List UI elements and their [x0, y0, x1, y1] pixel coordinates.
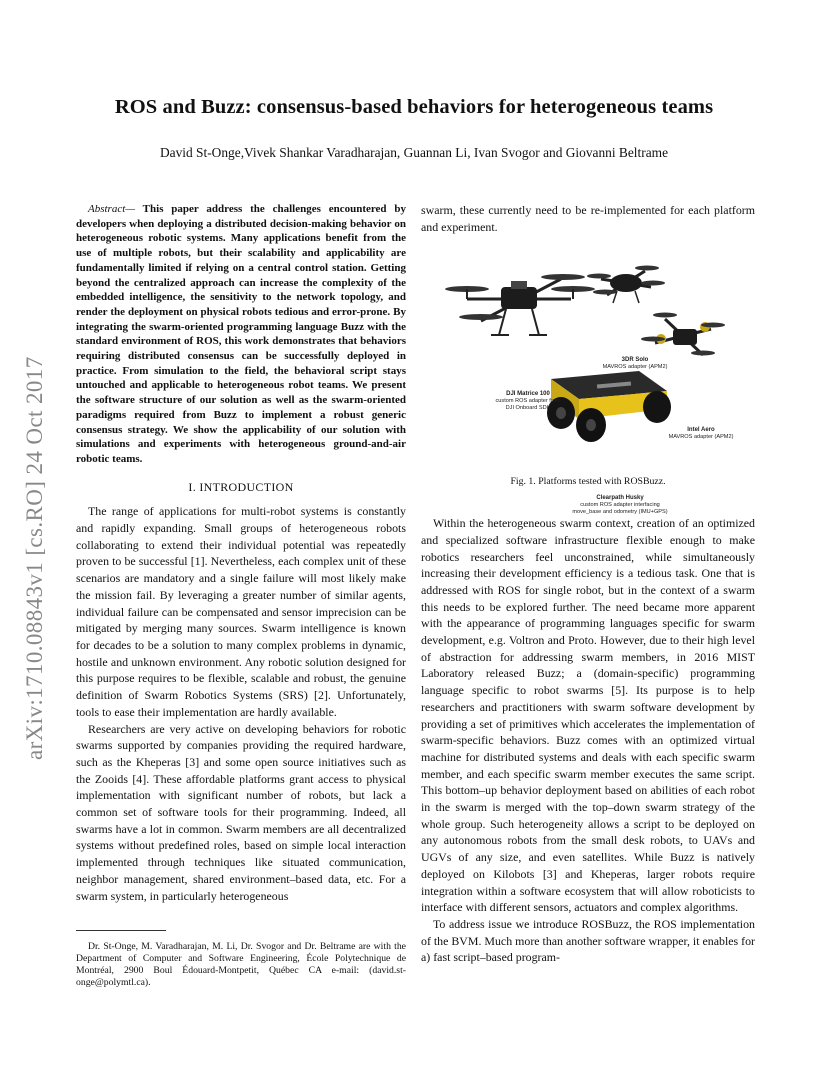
label-aero-desc: MAVROS adapter (APM2) [668, 434, 734, 440]
paper-title: ROS and Buzz: consensus-based behaviors for heterogeneous teams [114, 96, 714, 118]
label-solo [585, 357, 685, 370]
footnote [76, 941, 406, 989]
paper-authors: David St-Onge,Vivek Shankar Varadharajan, Guannan Li, Ivan Svogor and Giovanni Beltrame [159, 145, 669, 160]
footnote-text: Dr. St-Onge, M. Varadharajan, M. Li, Dr. Svogor and Dr. Beltrame are with the Department of Computer and Software Engineering, École Polytechnique de Montréal, 2900 Boul Édouard-Montpetit, Québec CA e-mail: (david.st-onge@polymtl.ca). [76, 941, 406, 988]
label-husky-desc1: custom ROS adapter interfacing [580, 502, 660, 508]
section-heading-introduction: I. INTRODUCTION [188, 479, 294, 494]
label-solo-name: 3DR Solo [621, 357, 649, 364]
label-aero [653, 427, 749, 440]
right-column [421, 202, 755, 966]
label-solo-desc: MAVROS adapter (APM2) [602, 364, 668, 370]
label-matrice-name: DJI Matrice 100 [506, 391, 550, 398]
paragraph: Researchers are very active on developing behaviors for robotic swarms supported by companies providing the required hardware, such as the Kheperas [3] and some open source initiatives such as the Zooids [4]. These affordable platforms grant access to physical implementation with significant number of robots, but lack a common set of software tools for their programming. Indeed, all swarms have a lot in common. Swarm members are all decentralized systems without predefined roles, based on simple local interaction implemented through techniques like situated communication, neighbor management, shared environment–based data, etc. For a swarm system, in particularly heterogeneous [76, 721, 406, 903]
paragraph: To address issue we introduce ROSBuzz, the ROS implementation of the BVM. Much more than another software wrapper, it enables for a) fast script–based program- [421, 916, 756, 965]
dji-matrice-drone-icon [445, 274, 595, 335]
label-husky-desc2: move_base and odometry (IMU+GPS) [572, 508, 668, 515]
3dr-solo-drone-icon [587, 266, 665, 304]
footnote-rule [76, 930, 166, 931]
paragraph: Within the heterogeneous swarm context, creation of an optimized and specialized software infrastructure flexible enough to make robotics researchers feel unconstrained, while simultaneously increasing their development efficiency is a tedious task. One that is addressed with ROS for single robot, but in the context of a swarm this needs to be explored further. The need became more apparent with the appearance of programming languages specific for swarm development, e.g. Voltron and Proto. However, due to their high level of abstraction for addressing swarm members, in 2016 MIST Laboratory released Buzz; a (domain-specific) programming language specific to robot swarms [5]. Its purpose is to help researchers and practitioners with swarm software development by providing a set of primitives which accelerates the implementation of swarm-specific behaviors. Buzz comes with an optimized virtual machine for distributed systems and deals with each specific swarm member, and each specific swarm member executes the same script. This bottom–up behavior deployment based on abilities of each robot in the swarm is merged with the top–down swarm strategy of the whole group. Such heterogeneity allows a script to be deployed on any autonomous robots from the small desk robots, to UAVs and UGVs of any size, and even satellites. While Buzz is natively deployed on Kilobots [3] and Kheperas, larger robots require integration within a software ecosystem that will allow roboticists to interface with different sensors, actuators and complex algorithms. [421, 516, 755, 915]
abstract [76, 202, 406, 467]
label-husky [545, 495, 695, 515]
figure-caption: Fig. 1. Platforms tested with ROSBuzz. [510, 476, 666, 488]
paragraph-continued: swarm, these currently need to be re-implemented for each platform and experiment. [421, 203, 755, 234]
label-matrice [473, 391, 583, 411]
label-matrice-desc1: custom ROS adapter from [495, 398, 561, 404]
intel-aero-drone-icon [641, 313, 725, 356]
abstract-body: This paper address the challenges encountered by developers when deploying a distributed decision-making behavior on heterogeneous robotic systems. Many applications benefit from the use of multiple robots, but their scalability and applicability are fundamentally limited if relying on a central control station. Getting beyond the centralized approach can increase the complexity of the embedded intelligence, the sensitivity to the network topology, and render the deployment on physical robots tedious and error-prone. By integrating the swarm-oriented programming language Buzz with the standard environment of ROS, this work demonstrates that behaviors requiring distributed consensus can be successfully deployed in practice. From simulation to the field, the behavioral script stays untouched and applicable to heterogeneous robot teams. We present the software structure of our solution as well as the swarm-oriented paradigms required from Buzz to implement a robust generic consensus strategy. We show the applicability of our solution with simulations and experiments with heterogeneous ground-and-air robotic teams. [76, 203, 406, 465]
paragraph: The range of applications for multi-robot systems is constantly and rapidly expanding. Small groups of heterogeneous robots collaborating to extend their individual potential was repeatedly proven to be successful [1]. Nevertheless, each complex unit of these scenarios are mandatory and a single failure will most likely make the mission fail. By leveraging a greater number of similar agents, individual failure can be compensated and sensor imprecision can be mitigated by merging many sources. Swarm intelligence is known for decades to be a solution to many complex problems in dynamic, hostile and unknown environment. Any robotic solution designed for this purpose requires to be flexible, scalable and robust, the genuine definition of Swarm Robotics Systems (SRS) [2]. Unfortunately, tools to ease their implementation are hardly available. [76, 504, 406, 719]
label-husky-name: Clearpath Husky [596, 495, 644, 502]
left-column [76, 202, 406, 904]
label-matrice-desc2: DJI Onboard SDK [505, 404, 551, 411]
abstract-lead: Abstract— [88, 203, 136, 215]
label-aero-name: Intel Aero [687, 427, 715, 434]
arxiv-id: arXiv:1710.08843v1 [cs.RO] 24 Oct 2017 [22, 356, 47, 760]
